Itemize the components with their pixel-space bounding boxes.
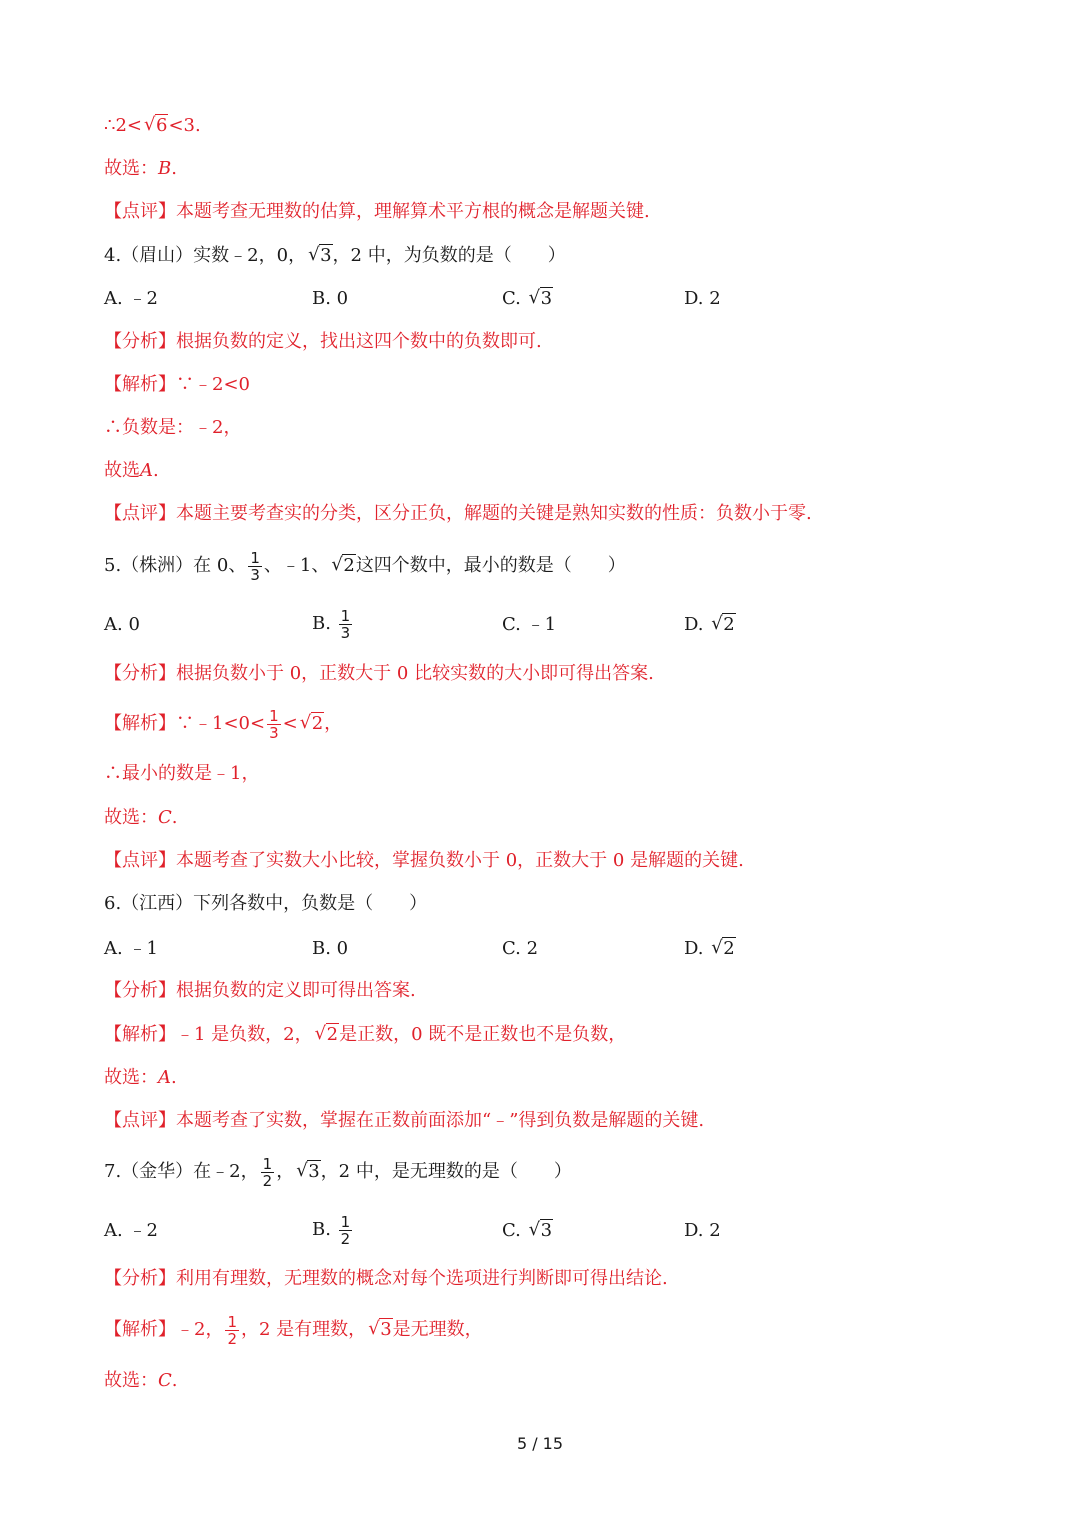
- sqrt-2: √ 2: [331, 548, 355, 584]
- q4-answer: 故选A.: [104, 460, 159, 481]
- q6-option-d: D. √ 2: [684, 937, 736, 961]
- fraction-one-half: $\frac{1}{2}$: [340, 1212, 351, 1248]
- sqrt-2: √ 2: [711, 937, 735, 961]
- sqrt-3: √ 3: [529, 1219, 553, 1243]
- fraction-one-half: $\frac{1}{2}$: [227, 1312, 237, 1348]
- q7-answer: 故选：C.: [104, 1370, 178, 1391]
- sqrt-3: √ 3: [308, 244, 332, 268]
- sqrt-3: √ 3: [368, 1312, 392, 1348]
- sqrt-3: √ 3: [296, 1154, 320, 1190]
- q6-option-a: A. ﹣1: [104, 938, 158, 959]
- q3-answer: 故选：B.: [104, 158, 177, 179]
- q3-conclusion: ∴2<√ 6<3.: [104, 114, 201, 138]
- q4-option-a: A. ﹣2: [104, 288, 158, 309]
- q4-comment: 【点评】本题主要考查实的分类，区分正负，解题的关键是熟知实数的性质：负数小于零.: [104, 503, 812, 524]
- q6-option-b: B. 0: [312, 938, 349, 959]
- page-number: 5 / 15: [516, 1434, 564, 1453]
- q7-option-a: A. ﹣2: [104, 1220, 158, 1241]
- sqrt-2: √ 2: [711, 613, 735, 637]
- q5-option-b: B. $\frac{1}{3}$: [312, 606, 351, 642]
- sqrt-2: √ 2: [315, 1023, 339, 1047]
- q5-option-c: C. ﹣1: [502, 614, 557, 635]
- q5-option-a: A. 0: [104, 614, 140, 635]
- q5-solution: 【解析】∵﹣1<0< $\frac{1}{3}$ <√ 2，: [104, 706, 342, 742]
- q4-option-c: C. √ 3: [502, 287, 553, 311]
- q6-comment: 【点评】本题考查了实数，掌握在正数前面添加“﹣”得到负数是解题的关键.: [104, 1110, 705, 1131]
- sqrt-2: √ 2: [300, 706, 324, 742]
- q7-option-b: B. $\frac{1}{2}$: [312, 1212, 351, 1248]
- q7-analysis: 【分析】利用有理数，无理数的概念对每个选项进行判断即可得出结论.: [104, 1268, 668, 1289]
- q4-analysis: 【分析】根据负数的定义，找出这四个数中的负数即可.: [104, 331, 542, 352]
- fraction-one-third: $\frac{1}{3}$: [340, 606, 351, 642]
- q6-option-c: C. 2: [502, 938, 539, 959]
- q7-solution: 【解析】﹣2， $\frac{1}{2}$ ，2 是有理数，√ 3是无理数，: [104, 1312, 483, 1348]
- q4-conclusion: ∴负数是：﹣2，: [104, 417, 242, 438]
- q7-option-d: D. 2: [684, 1220, 721, 1241]
- sqrt-6: √ 6: [144, 114, 168, 138]
- q4-option-d: D. 2: [684, 288, 721, 309]
- q5-analysis: 【分析】根据负数小于 0，正数大于 0 比较实数的大小即可得出答案.: [104, 663, 654, 684]
- q4-solution: 【解析】∵﹣2<0: [104, 374, 250, 395]
- q7-stem: 7.（金华）在﹣2， $\frac{1}{2}$ ，√ 3，2 中，是无理数的是（ ）: [104, 1154, 572, 1190]
- q4-stem: 4.（眉山）实数﹣2，0，√ 3，2 中，为负数的是（ ）: [104, 244, 566, 268]
- q5-conclusion: ∴最小的数是﹣1，: [104, 763, 260, 784]
- q6-solution: 【解析】﹣1 是负数，2，√ 2是正数，0 既不是正数也不是负数，: [104, 1023, 626, 1047]
- sqrt-3: √ 3: [529, 287, 553, 311]
- q6-answer: 故选：A.: [104, 1067, 177, 1088]
- fraction-one-half: $\frac{1}{2}$: [262, 1154, 273, 1190]
- q5-answer: 故选：C.: [104, 807, 178, 828]
- q7-option-c: C. √ 3: [502, 1219, 553, 1243]
- q5-option-d: D. √ 2: [684, 613, 736, 637]
- q6-analysis: 【分析】根据负数的定义即可得出答案.: [104, 980, 416, 1001]
- fraction-one-third: $\frac{1}{3}$: [269, 706, 279, 742]
- q4-option-b: B. 0: [312, 288, 349, 309]
- q3-comment: 【点评】本题考查无理数的估算，理解算术平方根的概念是解题关键.: [104, 201, 650, 222]
- q6-stem: 6.（江西）下列各数中，负数是（ ）: [104, 893, 428, 914]
- q5-comment: 【点评】本题考查了实数大小比较，掌握负数小于 0，正数大于 0 是解题的关键.: [104, 850, 744, 871]
- fraction-one-third: $\frac{1}{3}$: [250, 548, 260, 584]
- q5-stem: 5.（株洲）在 0、 $\frac{1}{3}$ 、﹣1、√ 2这四个数中，最小的数是（ ）: [104, 548, 626, 584]
